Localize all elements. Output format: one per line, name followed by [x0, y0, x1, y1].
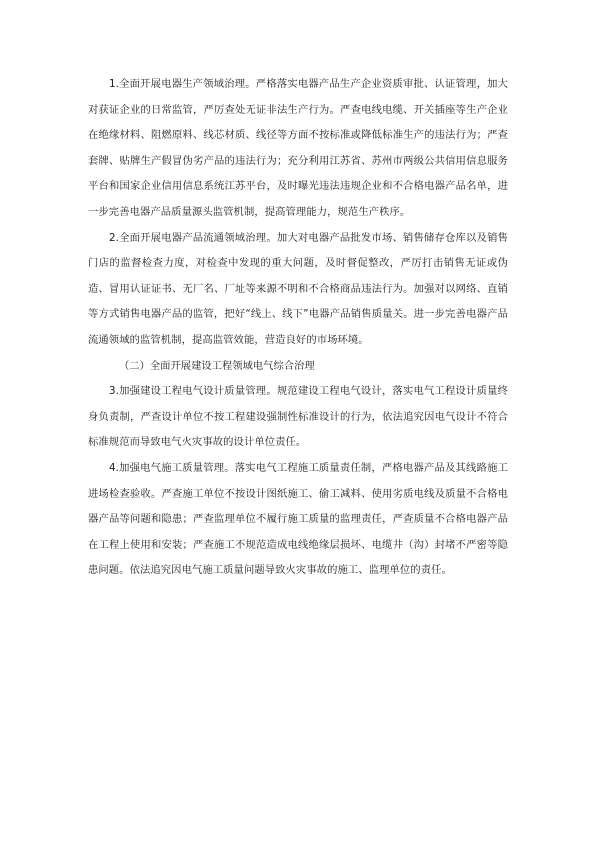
paragraph-3: 3.加强建设工程电气设计质量管理。规范建设工程电气设计，落实电气工程设计质量终身负责制，严查设计单位不按工程建设强制性标准设计的行为，依法追究因电气设计不符合标准规范而导致电气火灾事故的设计单位责任。 — [88, 385, 508, 449]
paragraph-1: 1.全面开展电器生产领域治理。严格落实电器产品生产企业资质审批、认证管理，加大对获证企业的日常监管，严厉查处无证非法生产行为。严查电线电缆、开关插座等生产企业在绝缘材料、阻燃原料、线芯材质、线径等方面不按标准或降低标准生产的违法行为；严查套牌、贴牌生产假冒伪劣产品的违法行为；充分利用江苏省、苏州市两级公共信用信息服务平台和国家企业信用信息系统江苏平台，及时曝光违法违规企业和不合格电器产品名单，进一步完善电器产品质量源头监管机制，提高管理能力，规范生产秩序。 — [88, 78, 508, 218]
paragraph-4: 4.加强电气施工质量管理。落实电气工程施工质量责任制，严格电器产品及其线路施工进场检查验收。严查施工单位不按设计图纸施工、偷工减料、使用劣质电线及质量不合格电器产品等问题和隐患；严查监理单位不履行施工质量的监理责任，严查质量不合格电器产品在工程上使用和安装；严查施工不规范造成电线绝缘层损坏、电缆井（沟）封堵不严密等隐患问题。依法追究因电气施工质量问题导致火灾事故的施工、监理单位的责任。 — [88, 461, 508, 577]
section-heading: （二）全面开展建设工程领域电气综合治理 — [119, 359, 315, 372]
paragraph-2: 2.全面开展电器产品流通领域治理。加大对电器产品批发市场、销售储存仓库以及销售门店的监督检查力度，对检查中发现的重大问题，及时督促整改，严厉打击销售无证或伪造、冒用认证证书、无厂名、厂址等来源不明和不合格商品违法行为。加强对以网络、直销等方式销售电器产品的监管，把好“线上、线下”电器产品销售质量关。进一步完善电器产品流通领域的监管机制，提高监管效能，营造良好的市场环境。 — [88, 231, 508, 346]
document-body — [88, 72, 508, 584]
